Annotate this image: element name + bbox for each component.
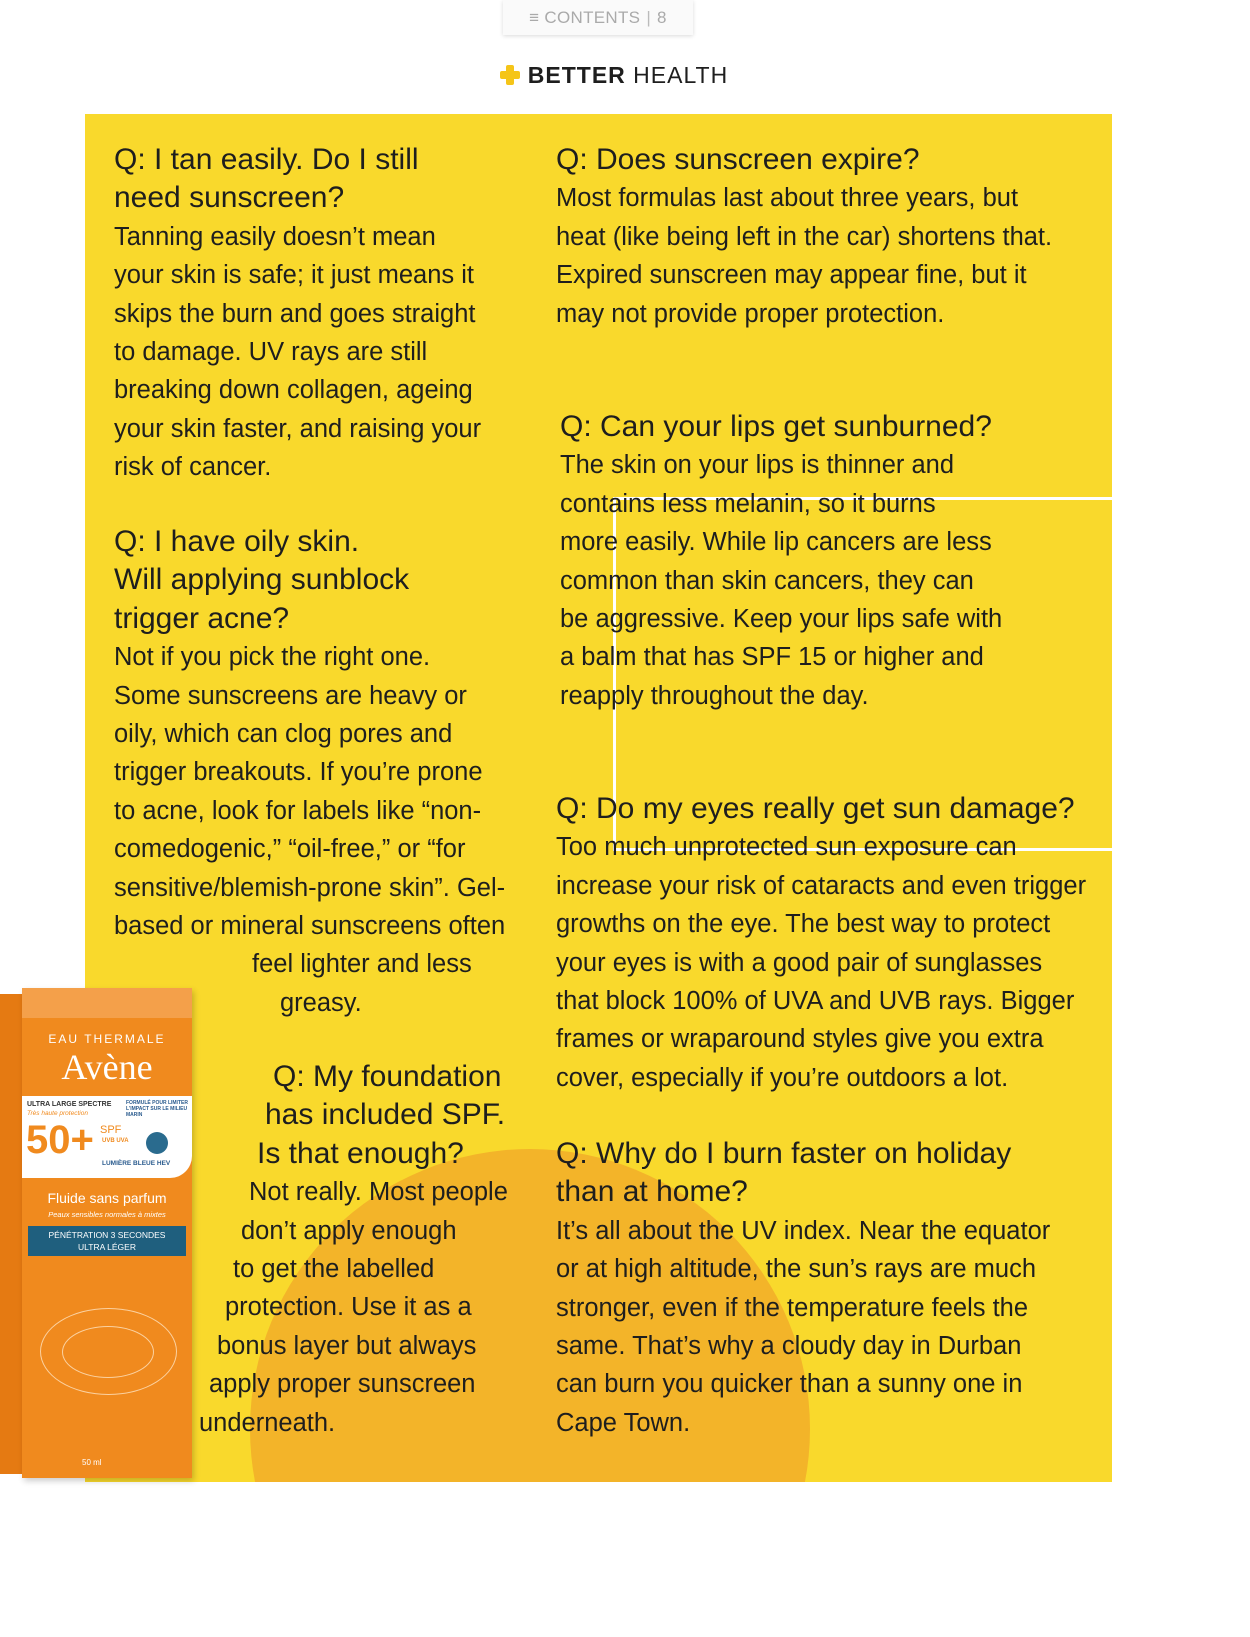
answer-line: or at high altitude, the sun’s rays are much	[556, 1255, 1037, 1284]
answer-line: be aggressive. Keep your lips safe with	[560, 605, 1003, 634]
product-skin: Peaux sensibles normales à mixtes	[48, 1210, 166, 1219]
qa-section-holiday	[556, 1135, 1050, 1442]
qa-section-lips	[560, 408, 1002, 715]
product-brand: Avène	[61, 1047, 153, 1087]
swirl-decoration	[62, 1326, 154, 1378]
answer-line: more easily. While lip cancers are less	[560, 528, 992, 557]
answer-line: to acne, look for labels like “non-	[114, 796, 482, 825]
question-line: Q: I have oily skin.	[114, 525, 360, 558]
answer-line: Expired sunscreen may appear fine, but it	[556, 261, 1027, 290]
question-line: Q: Can your lips get sunburned?	[560, 410, 992, 443]
answer-line: Not really. Most people	[249, 1178, 508, 1207]
qa-section-eyes	[556, 790, 1086, 1097]
question-line: Will applying sunblock	[114, 563, 410, 597]
answer-line: Not if you pick the right one.	[114, 643, 431, 672]
question-line: Q: Do my eyes really get sun damage?	[556, 792, 1075, 825]
sunscreen-product-image	[0, 988, 192, 1478]
product-range: ULTRA LARGE SPECTRE	[27, 1101, 112, 1108]
answer-line: your skin faster, and raising your	[114, 414, 482, 443]
answer-line: underneath.	[199, 1408, 336, 1437]
answer-line: to get the labelled	[233, 1255, 435, 1284]
product-banner	[28, 1226, 186, 1256]
answer-line: sensitive/blemish-prone skin”. Gel-	[114, 873, 506, 902]
answer-line: risk of cancer.	[114, 453, 272, 482]
product-protection: Très haute protection	[27, 1110, 88, 1117]
answer-line: bonus layer but always	[217, 1331, 477, 1360]
question-line: trigger acne?	[114, 601, 290, 635]
answer-line: a balm that has SPF 15 or higher and	[560, 643, 984, 672]
answer-line: trigger breakouts. If you’re prone	[114, 758, 483, 787]
hamburger-icon: ≡	[529, 7, 545, 27]
marine-seal-icon	[146, 1132, 168, 1154]
product-brand-top: EAU THERMALE	[48, 1032, 166, 1046]
question-line: Is that enough?	[257, 1136, 464, 1170]
answer-line: based or mineral sunscreens often	[114, 912, 506, 941]
answer-line: contains less melanin, so it burns	[560, 489, 936, 518]
product-label	[22, 1096, 192, 1178]
answer-line: oily, which can clog pores and	[114, 720, 453, 749]
product-name: Fluide sans parfum	[47, 1190, 167, 1206]
answer-line: The skin on your lips is thinner and	[560, 451, 955, 480]
answer-line: Cape Town.	[556, 1408, 691, 1437]
answer-line: increase your risk of cataracts and even trigger	[556, 871, 1087, 900]
answer-line: breaking down collagen, ageing	[114, 376, 473, 405]
answer-line: feel lighter and less	[252, 950, 472, 979]
answer-line: growths on the eye. The best way to protect	[556, 910, 1051, 939]
product-volume: 50 ml	[82, 1458, 102, 1467]
section-header	[0, 62, 1228, 89]
answer-line: common than skin cancers, they can	[560, 566, 974, 595]
product-hev: LUMIÈRE BLEUE HEV	[102, 1160, 171, 1167]
answer-line: frames or wraparound styles give you extra	[556, 1025, 1044, 1054]
answer-line: stronger, even if the temperature feels the	[556, 1293, 1029, 1322]
product-spf: 50+	[26, 1118, 94, 1162]
answer-line: to damage. UV rays are still	[114, 338, 428, 367]
answer-line: Most formulas last about three years, but	[556, 184, 1019, 213]
answer-line: protection. Use it as a	[225, 1293, 472, 1322]
header-bold: BETTER	[527, 62, 626, 88]
answer-line: reapply throughout the day.	[560, 681, 869, 710]
answer-line: your skin is safe; it just means it	[114, 261, 474, 290]
question-line: Q: I tan easily. Do I still	[114, 143, 419, 176]
qa-section-expire	[556, 141, 1052, 333]
question-line: than at home?	[556, 1175, 748, 1209]
product-box-front	[22, 988, 192, 1478]
question-line: need sunscreen?	[114, 181, 345, 215]
answer-line: Tanning easily doesn’t mean	[114, 222, 436, 251]
question-line: Q: Does sunscreen expire?	[556, 143, 920, 176]
product-banner-2: ULTRA LÉGER	[78, 1242, 136, 1252]
answer-line: greasy.	[280, 988, 362, 1017]
divider: |	[646, 7, 652, 27]
product-box-side	[0, 994, 22, 1474]
plus-cross-icon	[500, 65, 520, 85]
page-number: 8	[657, 7, 667, 27]
question-line: Q: Why do I burn faster on holiday	[556, 1137, 1012, 1170]
answer-line: that block 100% of UVA and UVB rays. Bigger	[556, 987, 1075, 1016]
answer-line: your eyes is with a good pair of sunglasses	[556, 948, 1043, 977]
product-banner-1: PÉNÉTRATION 3 SECONDES	[48, 1230, 166, 1240]
question-line: Q: My foundation	[273, 1060, 502, 1093]
qa-section-tan	[114, 141, 481, 487]
contents-button[interactable]	[503, 0, 693, 35]
contents-label: CONTENTS	[544, 7, 641, 27]
answer-line: Some sunscreens are heavy or	[114, 681, 467, 710]
qa-section-oily	[114, 523, 505, 1022]
answer-line: can burn you quicker than a sunny one in	[556, 1370, 1023, 1399]
product-box-flap	[22, 988, 192, 1018]
answer-line: apply proper sunscreen	[209, 1370, 476, 1399]
answer-line: It’s all about the UV index. Near the equator	[556, 1216, 1051, 1245]
answer-line: don’t apply enough	[241, 1216, 457, 1245]
answer-line: comedogenic,” “oil-free,” or “for	[114, 835, 466, 864]
answer-line: same. That’s why a cloudy day in Durban	[556, 1332, 1022, 1361]
header-light: HEALTH	[633, 62, 729, 88]
answer-line: may not provide proper protection.	[556, 299, 945, 328]
question-line: has included SPF.	[265, 1098, 506, 1132]
answer-line: skips the burn and goes straight	[114, 299, 476, 328]
answer-line: Too much unprotected sun exposure can	[556, 833, 1017, 862]
product-spf-label: SPF	[100, 1124, 122, 1136]
product-uv: UVB UVA	[102, 1138, 129, 1144]
answer-line: cover, especially if you’re outdoors a lot.	[556, 1063, 1009, 1092]
product-formula: FORMULÉ POUR LIMITER L'IMPACT SUR LE MILIEU MARIN	[126, 1100, 188, 1118]
answer-line: heat (like being left in the car) shortens that.	[556, 222, 1053, 251]
